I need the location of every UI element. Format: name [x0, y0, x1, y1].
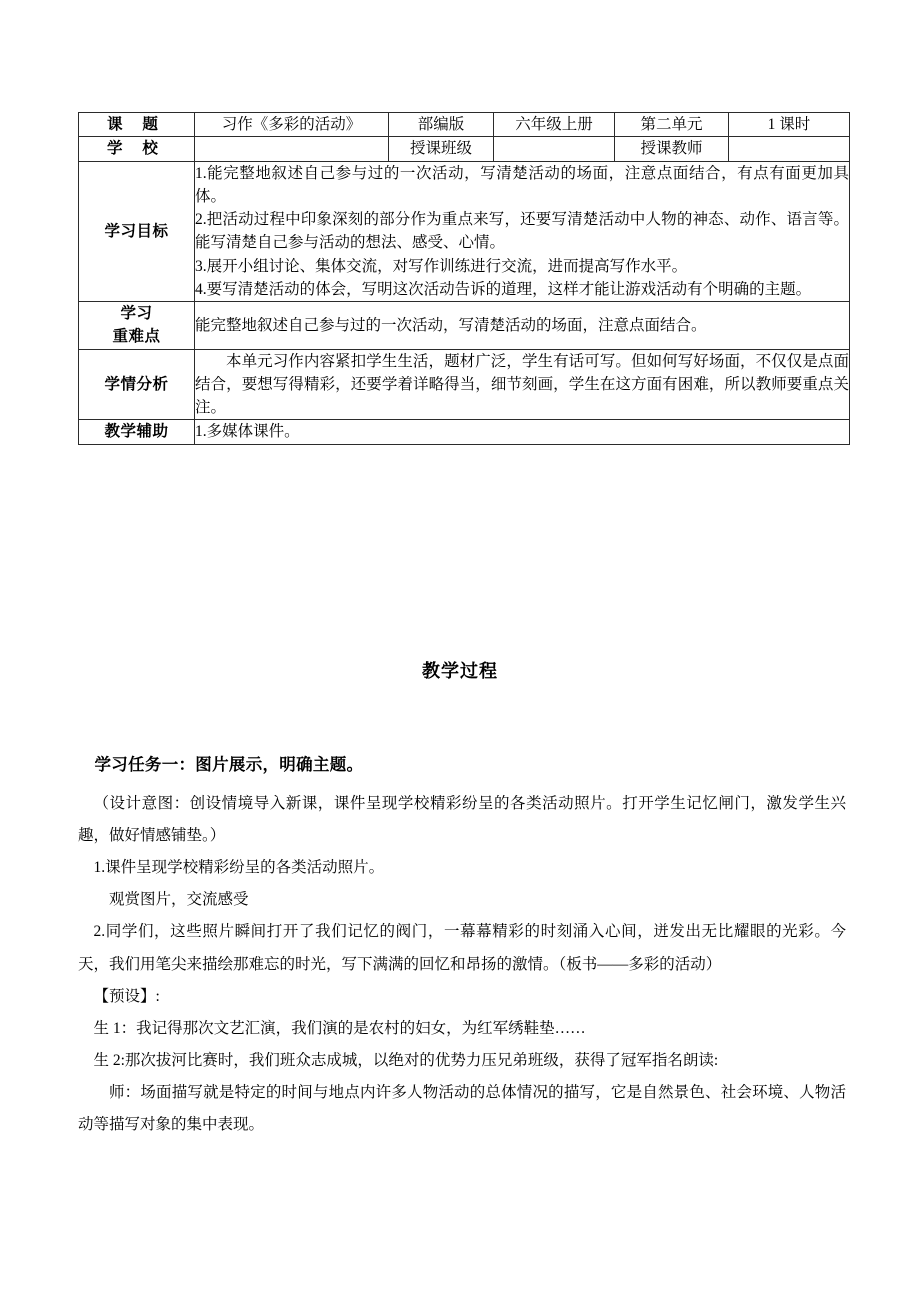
design-intent-paragraph: （设计意图：创设情境导入新课，课件呈现学校精彩纷呈的各类活动照片。打开学生记忆闸门，激发学生兴趣，做好情感铺垫。）: [78, 795, 846, 845]
value-key-difficulties: [195, 302, 850, 350]
preset-label: 【预设】:: [93, 987, 160, 1005]
label-topic: 课 题: [79, 113, 195, 137]
label-learning-objectives: 学习目标: [79, 161, 195, 302]
value-teacher: [729, 137, 850, 161]
lesson-info-table: [78, 112, 850, 445]
label-student-analysis: 学情分析: [79, 349, 195, 420]
value-learning-objectives: [195, 161, 850, 302]
step-one-substep: 观赏图片，交流感受: [109, 891, 249, 909]
value-student-analysis: [195, 349, 850, 420]
teaching-process-heading: 教学过程: [422, 661, 498, 681]
label-teaching-aids: 教学辅助: [79, 420, 195, 444]
value-periods: 1 课时: [729, 113, 850, 137]
value-class: [494, 137, 615, 161]
objective-item: 1.能完整地叙述自己参与过的一次活动，写清楚活动的场面，注意点面结合，有点有面更加具体。: [195, 164, 849, 205]
step-one: 1.课件呈现学校精彩纷呈的各类活动照片。: [93, 859, 385, 877]
label-school: 学 校: [79, 137, 195, 161]
value-topic-title: 习作《多彩的活动》: [195, 113, 389, 137]
teaching-process-body: [78, 748, 846, 1141]
table-row-keypoints: [79, 302, 850, 350]
value-grade: 六年级上册: [494, 113, 615, 137]
objective-item: 4.要写清楚活动的体会，写明这次活动告诉的道理，这样才能让游戏活动有个明确的主题。: [195, 280, 812, 298]
table-row-analysis: [79, 349, 850, 420]
table-row-teaching-aids: [79, 420, 850, 444]
objective-item: 3.展开小组讨论、集体交流，对写作训练进行交流，进而提高写作水平。: [195, 257, 688, 275]
label-key-difficulties-line1: 学习: [120, 305, 153, 322]
label-class: 授课班级: [389, 137, 494, 161]
table-row-school: [79, 137, 850, 161]
student-response-2: 生 2:那次拔河比赛时，我们班众志成城，以绝对的优势力压兄弟班级，获得了冠军指名朗读:: [93, 1051, 719, 1069]
label-key-difficulties-line2: 重难点: [112, 328, 161, 346]
label-teacher: 授课教师: [615, 137, 729, 161]
value-school: [195, 137, 389, 161]
value-unit: 第二单元: [615, 113, 729, 137]
student-analysis-text: 本单元习作内容紧扣学生生活，题材广泛，学生有话可写。但如何写好场面，不仅仅是点面结合，要想写得精彩，还要学着详略得当，细节刻画，学生在这方面有困难，所以教师要重点关注。: [195, 352, 849, 416]
student-response-1: 生 1：我记得那次文艺汇演，我们演的是农村的妇女，为红军绣鞋垫……: [93, 1019, 586, 1037]
teacher-explanation: 师：场面描写就是特定的时间与地点内许多人物活动的总体情况的描写，它是自然景色、社会环境、人物活动等描写对象的集中表现。: [78, 1083, 846, 1133]
step-two: 2.同学们，这些照片瞬间打开了我们记忆的阀门，一幕幕精彩的时刻涌入心间，迸发出无比耀眼的光彩。今天，我们用笔尖来描绘那难忘的时光，写下满满的回忆和昂扬的激情。（板书——多彩的活动）: [78, 923, 846, 973]
objective-item: 2.把活动过程中印象深刻的部分作为重点来写，还要写清楚活动中人物的神态、动作、语言等。能写清楚自己参与活动的想法、感受、心情。: [195, 211, 849, 252]
key-difficulties-text: 能完整地叙述自己参与过的一次活动，写清楚活动的场面，注意点面结合。: [195, 316, 707, 334]
table-row-objectives: [79, 161, 850, 302]
task-one-heading: 学习任务一：图片展示，明确主题。: [94, 755, 364, 774]
table-row-topic: [79, 113, 850, 137]
value-teaching-aids: 1.多媒体课件。: [195, 420, 850, 444]
label-key-difficulties: [79, 302, 195, 350]
value-textbook-version: 部编版: [389, 113, 494, 137]
